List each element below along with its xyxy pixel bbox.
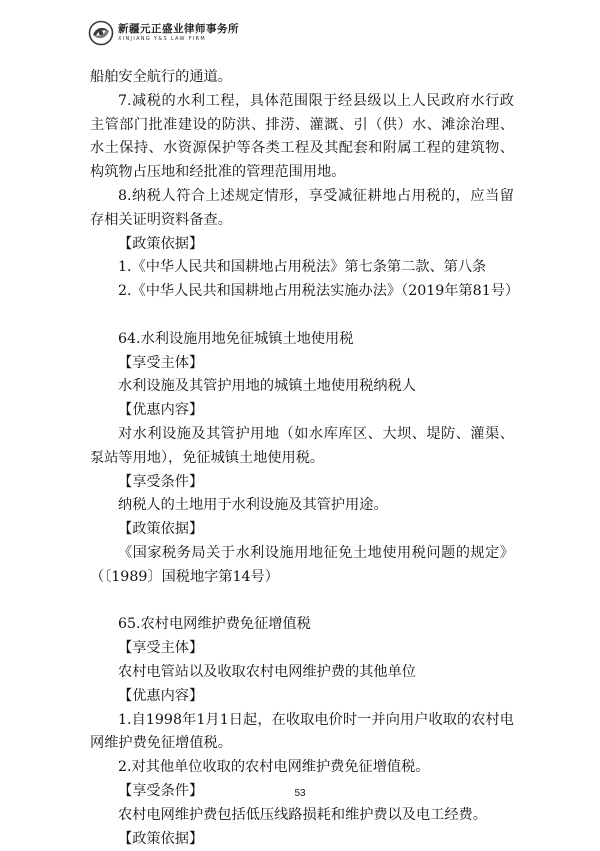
item-title: 64.水利设施用地免征城镇土地使用税 — [90, 328, 514, 352]
paragraph: 《国家税务局关于水利设施用地征免土地使用税问题的规定》（〔1989〕国税地字第14号） — [90, 542, 514, 590]
section-heading: 【政策依据】 — [90, 518, 514, 542]
swirl-logo-icon — [88, 20, 114, 46]
paragraph: 对水利设施及其管护用地（如水库库区、大坝、堤防、灌渠、泵站等用地），免征城镇土地使用税。 — [90, 423, 514, 471]
paragraph: 水利设施及其管护用地的城镇土地使用税纳税人 — [90, 375, 514, 399]
section-heading: 【优惠内容】 — [90, 685, 514, 709]
paragraph: 2.对其他单位收取的农村电网维护费免征增值税。 — [90, 756, 514, 780]
section-heading: 【优惠内容】 — [90, 399, 514, 423]
page-number: 53 — [0, 788, 600, 799]
paragraph: 农村电管站以及收取农村电网维护费的其他单位 — [90, 661, 514, 685]
page-header — [88, 20, 239, 46]
section-heading: 【政策依据】 — [90, 828, 514, 851]
paragraph: 8.纳税人符合上述规定情形，享受减征耕地占用税的，应当留存相关证明资料备查。 — [90, 185, 514, 233]
paragraph: 农村电网维护费包括低压线路损耗和维护费以及电工经费。 — [90, 804, 514, 828]
section-heading: 【享受主体】 — [90, 352, 514, 376]
paragraph: 1.自1998年1月1日起，在收取电价时一并向用户收取的农村电网维护费免征增值税。 — [90, 709, 514, 757]
spacer — [90, 304, 514, 328]
paragraph: 1.《中华人民共和国耕地占用税法》第七条第二款、第八条 — [90, 256, 514, 280]
brand-text — [118, 23, 239, 43]
paragraph: 7.减税的水利工程，具体范围限于经县级以上人民政府水行政主管部门批准建设的防洪、排涝、灌溉、引（供）水、滩涂治理、水土保持、水资源保护等各类工程及其配套和附属工程的建筑物、构筑物占压地和经批准的管理范围用地。 — [90, 90, 514, 185]
paragraph: 船舶安全航行的通道。 — [90, 66, 514, 90]
brand-name-en: XINJIANG Y&S LAW FIRM — [118, 35, 239, 43]
item-title: 65.农村电网维护费免征增值税 — [90, 613, 514, 637]
document-body — [90, 66, 514, 851]
section-heading: 【享受条件】 — [90, 471, 514, 495]
spacer — [90, 590, 514, 614]
paragraph: 纳税人的土地用于水利设施及其管护用途。 — [90, 494, 514, 518]
brand-name-cn: 新疆元正盛业律师事务所 — [118, 23, 239, 35]
section-heading: 【享受条件】 — [90, 780, 514, 804]
paragraph: 2.《中华人民共和国耕地占用税法实施办法》（2019年第81号） — [90, 280, 514, 304]
section-heading: 【享受主体】 — [90, 637, 514, 661]
section-heading: 【政策依据】 — [90, 233, 514, 257]
